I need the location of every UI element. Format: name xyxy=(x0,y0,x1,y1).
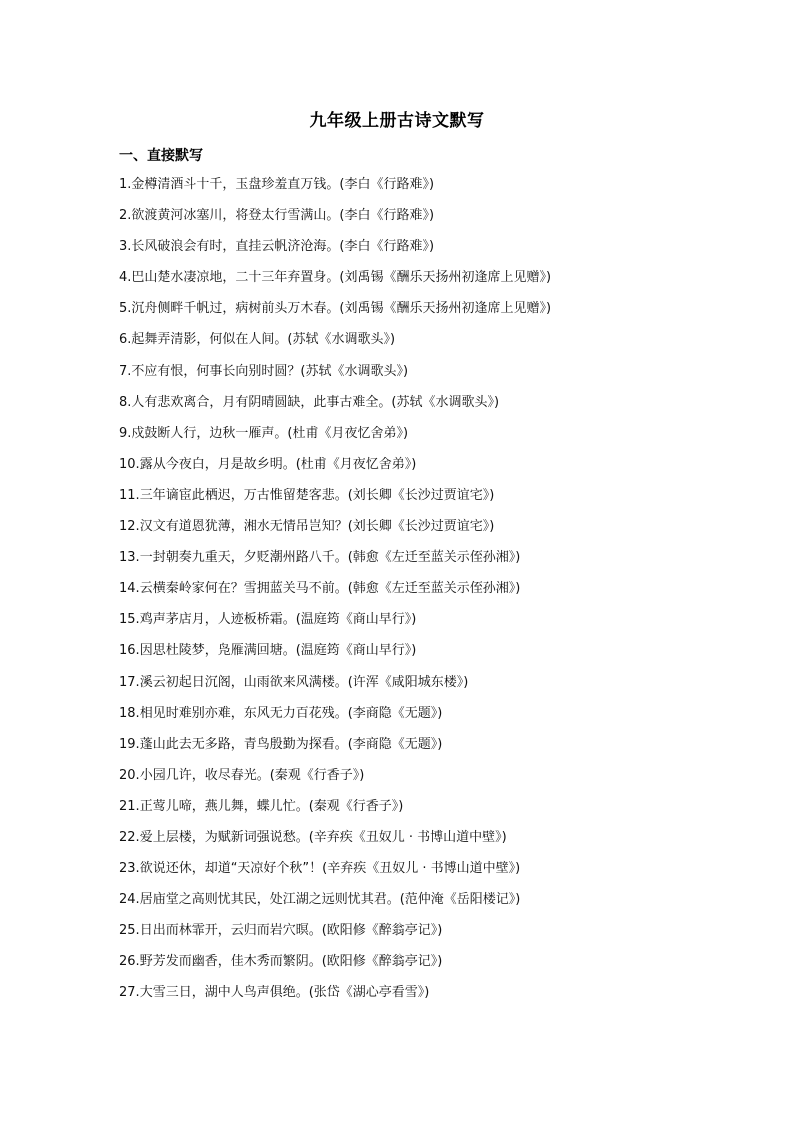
list-item xyxy=(119,454,719,485)
verse-source: (李白《行路难》) xyxy=(339,208,435,224)
item-number: 8. xyxy=(119,394,132,410)
verse-source: (欧阳修《醉翁亭记》) xyxy=(321,954,443,970)
page-title: 九年级上册古诗文默写 xyxy=(309,111,485,131)
verse-text: 一封朝奏九重天，夕贬潮州路八千。 xyxy=(139,550,348,566)
list-item xyxy=(119,982,719,1013)
verse-text: 正莺儿啼，燕儿舞，蝶儿忙。 xyxy=(139,798,309,814)
list-item xyxy=(119,205,719,236)
verse-source: (刘禹锡《酬乐天扬州初逢席上见赠》) xyxy=(339,270,552,286)
list-item xyxy=(119,796,719,827)
list-item xyxy=(119,920,719,951)
item-number: 12. xyxy=(119,519,140,535)
list-item xyxy=(119,361,719,392)
item-number: 2. xyxy=(119,208,132,224)
list-item xyxy=(119,765,719,796)
verse-source: (杜甫《月夜忆舍弟》) xyxy=(295,456,417,472)
list-item xyxy=(119,672,719,703)
list-item xyxy=(119,236,719,267)
item-number: 14. xyxy=(119,581,140,597)
list-item xyxy=(119,267,719,298)
verse-text: 不应有恨，何事长向别时圆？ xyxy=(131,363,301,379)
verse-source: (李商隐《无题》) xyxy=(347,736,443,752)
item-number: 23. xyxy=(119,861,140,877)
list-item xyxy=(119,703,719,734)
verse-source: (温庭筠《商山早行》) xyxy=(295,643,417,659)
item-number: 22. xyxy=(119,829,140,845)
section-heading: 一、直接默写 xyxy=(119,148,203,164)
verse-source: (刘禹锡《酬乐天扬州初逢席上见赠》) xyxy=(339,301,552,317)
verse-source: (秦观《行香子》) xyxy=(269,767,365,783)
verse-text: 沉舟侧畔千帆过，病树前头万木春。 xyxy=(131,301,340,317)
verse-source: (秦观《行香子》) xyxy=(308,798,404,814)
verse-source: (韩愈《左迁至蓝关示侄孙湘》) xyxy=(347,550,521,566)
list-item xyxy=(119,392,719,423)
verse-source: (张岱《湖心亭看雪》) xyxy=(308,985,430,1001)
list-item xyxy=(119,889,719,920)
item-number: 4. xyxy=(119,270,132,286)
verse-text: 相见时难别亦难，东风无力百花残。 xyxy=(139,705,348,721)
verse-text: 人有悲欢离合，月有阴晴圆缺，此事古难全。 xyxy=(131,394,392,410)
verse-text: 日出而林霏开，云归而岩穴暝。 xyxy=(139,923,322,939)
verse-source: (范仲淹《岳阳楼记》) xyxy=(399,892,521,908)
list-item xyxy=(119,734,719,765)
list-item xyxy=(119,578,719,609)
verse-text: 欲渡黄河冰塞川，将登太行雪满山。 xyxy=(131,208,340,224)
item-number: 11. xyxy=(119,487,140,503)
verse-text: 金樽清酒斗十千，玉盘珍羞直万钱。 xyxy=(131,177,340,192)
verse-text: 溪云初起日沉阁，山雨欲来风满楼。 xyxy=(139,674,348,690)
verse-source: (欧阳修《醉翁亭记》) xyxy=(321,923,443,939)
list-item xyxy=(119,516,719,547)
verse-source: (苏轼《水调歌头》) xyxy=(391,394,500,410)
verse-text: 云横秦岭家何在？雪拥蓝关马不前。 xyxy=(139,581,348,597)
verse-text: 起舞弄清影，何似在人间。 xyxy=(131,332,288,348)
item-number: 5. xyxy=(119,301,132,317)
item-number: 6. xyxy=(119,332,132,348)
verse-source: (李白《行路难》) xyxy=(339,239,435,255)
verse-source: (温庭筠《商山早行》) xyxy=(295,612,417,628)
verse-text: 戍鼓断人行，边秋一雁声。 xyxy=(131,425,288,441)
item-number: 3. xyxy=(119,239,132,255)
verse-source: (李白《行路难》) xyxy=(339,177,435,192)
verse-text: 大雪三日，湖中人鸟声俱绝。 xyxy=(139,985,309,1001)
recitation-list xyxy=(119,174,719,1014)
verse-text: 露从今夜白，月是故乡明。 xyxy=(139,456,296,472)
verse-source: (韩愈《左迁至蓝关示侄孙湘》) xyxy=(347,581,521,597)
list-item xyxy=(119,827,719,858)
verse-source: (许浑《咸阳城东楼》) xyxy=(347,674,469,690)
item-number: 16. xyxy=(119,643,140,659)
item-number: 13. xyxy=(119,550,140,566)
verse-source: (辛弃疾《丑奴儿 · 书博山道中壁》) xyxy=(322,861,521,877)
verse-source: (李商隐《无题》) xyxy=(347,705,443,721)
list-item xyxy=(119,640,719,671)
list-item xyxy=(119,423,719,454)
item-number: 20. xyxy=(119,767,140,783)
verse-source: (刘长卿《长沙过贾谊宅》) xyxy=(347,519,495,535)
item-number: 18. xyxy=(119,705,140,721)
item-number: 17. xyxy=(119,674,140,690)
verse-text: 鸡声茅店月，人迹板桥霜。 xyxy=(139,612,296,628)
item-number: 10. xyxy=(119,456,140,472)
list-item xyxy=(119,951,719,982)
verse-text: 因思杜陵梦，凫雁满回塘。 xyxy=(139,643,296,659)
verse-text: 欲说还休，却道“天凉好个秋”！ xyxy=(139,861,323,877)
verse-source: (苏轼《水调歌头》) xyxy=(287,332,396,348)
verse-text: 汉文有道恩犹薄，湘水无情吊岂知？ xyxy=(139,519,348,535)
verse-text: 野芳发而幽香，佳木秀而繁阴。 xyxy=(139,954,322,970)
verse-source: (辛弃疾《丑奴儿 · 书博山道中壁》) xyxy=(308,829,507,845)
item-number: 9. xyxy=(119,425,132,441)
verse-text: 三年谪宦此栖迟，万古惟留楚客悲。 xyxy=(139,487,348,503)
verse-text: 小园几许，收尽春光。 xyxy=(139,767,270,783)
list-item xyxy=(119,547,719,578)
item-number: 25. xyxy=(119,923,140,939)
list-item xyxy=(119,609,719,640)
verse-source: (苏轼《水调歌头》) xyxy=(300,363,409,379)
verse-text: 爱上层楼，为赋新词强说愁。 xyxy=(139,829,309,845)
list-item xyxy=(119,329,719,360)
verse-text: 巴山楚水凄凉地，二十三年弃置身。 xyxy=(131,270,340,286)
item-number: 7. xyxy=(119,363,132,379)
verse-text: 居庙堂之高则忧其民，处江湖之远则忧其君。 xyxy=(139,892,400,908)
item-number: 1. xyxy=(119,177,132,192)
list-item xyxy=(119,298,719,329)
item-number: 21. xyxy=(119,798,140,814)
verse-text: 长风破浪会有时，直挂云帆济沧海。 xyxy=(131,239,340,255)
item-number: 24. xyxy=(119,892,140,908)
list-item xyxy=(119,485,719,516)
list-item xyxy=(119,174,719,205)
item-number: 26. xyxy=(119,954,140,970)
item-number: 15. xyxy=(119,612,140,628)
verse-text: 蓬山此去无多路，青鸟殷勤为探看。 xyxy=(139,736,348,752)
item-number: 27. xyxy=(119,985,140,1001)
verse-source: (刘长卿《长沙过贾谊宅》) xyxy=(347,487,495,503)
item-number: 19. xyxy=(119,736,140,752)
verse-source: (杜甫《月夜忆舍弟》) xyxy=(287,425,409,441)
list-item xyxy=(119,858,719,889)
